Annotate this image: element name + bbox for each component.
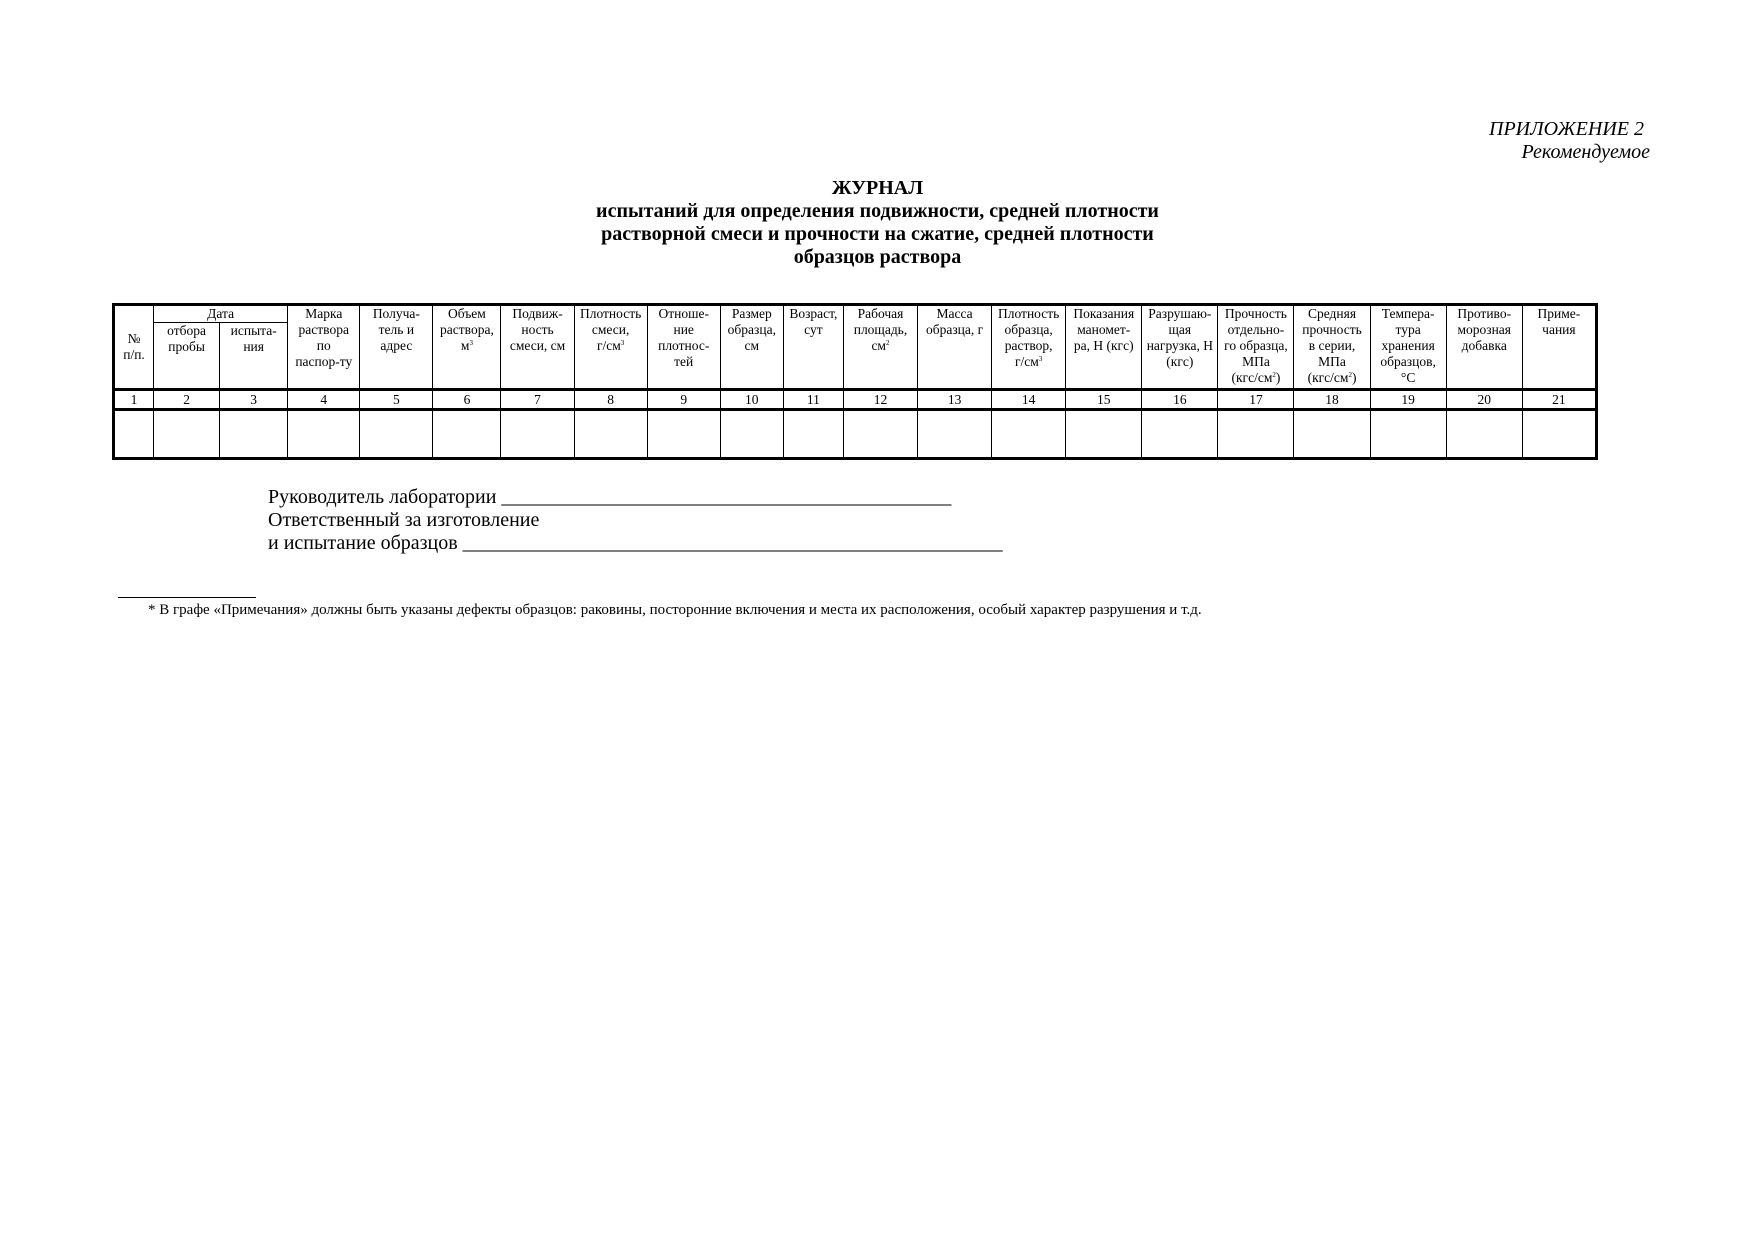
- column-number: 7: [501, 390, 574, 410]
- header-col-10: [720, 305, 783, 390]
- header-text: Темпера-: [1381, 306, 1435, 321]
- header-text: го образца,: [1224, 338, 1288, 353]
- header-text: $см^2$: [871, 338, 890, 353]
- header-col-11: [783, 305, 843, 390]
- title-line-1: испытаний для определения подвижности, средней плотности: [596, 200, 1159, 222]
- header-text: $г/см^3$: [1014, 354, 1043, 369]
- table-cell[interactable]: [1218, 410, 1294, 459]
- header-text: по: [316, 338, 331, 353]
- column-number: 1: [114, 390, 154, 410]
- header-text: Масса: [936, 306, 973, 321]
- title-line-3: образцов раствора: [793, 246, 962, 268]
- header-text: Объем: [448, 306, 486, 321]
- header-text: Подвиж-: [512, 306, 563, 321]
- header-col-6: [433, 305, 501, 390]
- appendix-header: [1489, 118, 1650, 164]
- header-text: ность: [521, 322, 554, 337]
- header-col-15: [1066, 305, 1142, 390]
- table-cell[interactable]: [501, 410, 574, 459]
- signature-responsible-cont: и испытание образцов ______________________________________________________: [268, 532, 1003, 554]
- header-text: тель и: [378, 322, 415, 337]
- footnote: * В графе «Примечания» должны быть указаны дефекты образцов: раковины, посторонние включения и места их расположения, особый характер разрушения и т.д.: [148, 602, 1202, 618]
- column-number: 15: [1066, 390, 1142, 410]
- header-text: Возраст,: [789, 306, 838, 321]
- header-text: паспор-ту: [295, 354, 353, 369]
- column-number: 4: [288, 390, 360, 410]
- column-number: 8: [574, 390, 647, 410]
- column-number: 3: [220, 390, 288, 410]
- header-text: образца,: [1004, 322, 1053, 337]
- header-text: морозная: [1457, 322, 1511, 337]
- column-number: 18: [1294, 390, 1370, 410]
- header-text: °С: [1400, 370, 1416, 385]
- header-col-18: [1294, 305, 1370, 390]
- unit-exponent: 3: [620, 339, 625, 347]
- column-number: 6: [433, 390, 501, 410]
- header-col-8: [574, 305, 647, 390]
- header-text: Разрушаю-: [1148, 306, 1212, 321]
- header-col-21: [1522, 305, 1596, 390]
- column-number-row: [114, 390, 1597, 410]
- signature-block: [268, 486, 1003, 555]
- table-cell[interactable]: [1370, 410, 1446, 459]
- header-text: образца,: [727, 322, 776, 337]
- header-col-19: [1370, 305, 1446, 390]
- table-cell[interactable]: [1522, 410, 1596, 459]
- header-text: Прочность: [1224, 306, 1287, 321]
- table-cell[interactable]: [1066, 410, 1142, 459]
- header-text: сут: [804, 322, 823, 337]
- header-text: добавка: [1461, 338, 1507, 353]
- header-text: ние: [673, 322, 694, 337]
- header-col-9: [647, 305, 720, 390]
- table-row: [114, 410, 1597, 459]
- header-text: раствор,: [1004, 338, 1053, 353]
- unit-exponent: 2: [1348, 371, 1352, 379]
- header-date-group: Дата: [154, 305, 288, 323]
- column-number: 20: [1446, 390, 1522, 410]
- document-title: [0, 177, 1755, 269]
- signature-responsible: Ответственный за изготовление: [268, 509, 540, 531]
- header-text: см: [744, 338, 760, 353]
- header-col-12: [843, 305, 917, 390]
- header-text: Рабочая: [857, 306, 904, 321]
- column-number: 9: [647, 390, 720, 410]
- header-text: Показания: [1073, 306, 1135, 321]
- column-number: 16: [1142, 390, 1218, 410]
- header-text: адрес: [380, 338, 413, 353]
- header-text: нагрузка, Н: [1146, 338, 1213, 353]
- column-number: 10: [720, 390, 783, 410]
- column-number: 12: [843, 390, 917, 410]
- table-cell[interactable]: [220, 410, 288, 459]
- header-text: смеси, см: [509, 338, 566, 353]
- header-text: $(кгс/см^2)$: [1307, 370, 1357, 385]
- header-text: смеси,: [591, 322, 630, 337]
- table-cell[interactable]: [1294, 410, 1370, 459]
- header-text: щая: [1168, 322, 1192, 337]
- header-col-4: [288, 305, 360, 390]
- table-cell[interactable]: [843, 410, 917, 459]
- header-text: Отноше-: [658, 306, 709, 321]
- header-text: раствора: [298, 322, 349, 337]
- table-cell[interactable]: [154, 410, 220, 459]
- column-number: 14: [992, 390, 1066, 410]
- header-text: ра, Н (кгс): [1073, 338, 1134, 353]
- appendix-status: Рекомендуемое: [1521, 141, 1650, 163]
- header-text: МПа: [1242, 354, 1270, 369]
- header-text: Размер: [731, 306, 772, 321]
- header-col-14: [992, 305, 1066, 390]
- table-cell[interactable]: [1446, 410, 1522, 459]
- header-no: № п/п.: [114, 305, 154, 390]
- journal-table: [112, 303, 1598, 460]
- table-cell[interactable]: [992, 410, 1066, 459]
- header-text: $(кгс/см^2)$: [1231, 370, 1281, 385]
- table-cell[interactable]: [720, 410, 783, 459]
- header-text: Противо-: [1457, 306, 1512, 321]
- header-text: $м^3$: [460, 338, 473, 353]
- column-number: 19: [1370, 390, 1446, 410]
- table-cell[interactable]: [647, 410, 720, 459]
- footnote-separator: [118, 597, 256, 598]
- header-text: раствора,: [440, 322, 494, 337]
- column-number: 5: [360, 390, 433, 410]
- header-text: площадь,: [853, 322, 908, 337]
- appendix-label: ПРИЛОЖЕНИЕ 2: [1489, 118, 1644, 140]
- signature-lab-head: Руководитель лаборатории _____________________________________________: [268, 486, 952, 508]
- header-text: Приме-: [1537, 306, 1581, 321]
- header-col-17: [1218, 305, 1294, 390]
- header-text: прочность: [1302, 322, 1362, 337]
- table-cell[interactable]: [433, 410, 501, 459]
- header-text: Марка: [305, 306, 343, 321]
- header-text: Плотность: [997, 306, 1060, 321]
- column-number: 11: [783, 390, 843, 410]
- column-number: 17: [1218, 390, 1294, 410]
- header-text: $г/см^3$: [596, 338, 625, 353]
- unit-exponent: 3: [1038, 355, 1043, 363]
- header-text: в серии,: [1308, 338, 1356, 353]
- header-date-testing: испыта- ния: [220, 323, 288, 390]
- header-text: плотнос-: [658, 338, 710, 353]
- header-col-7: [501, 305, 574, 390]
- header-text: (кгс): [1166, 354, 1194, 369]
- header-col-5: [360, 305, 433, 390]
- header-text: образцов,: [1380, 354, 1436, 369]
- unit-exponent: 2: [885, 339, 890, 347]
- header-col-16: [1142, 305, 1218, 390]
- table-cell[interactable]: [783, 410, 843, 459]
- column-number: 21: [1522, 390, 1596, 410]
- header-text: тура: [1395, 322, 1421, 337]
- title-line-2: растворной смеси и прочности на сжатие, средней плотности: [601, 223, 1154, 245]
- table-cell[interactable]: [114, 410, 154, 459]
- header-col-13: [918, 305, 992, 390]
- header-text: хранения: [1381, 338, 1435, 353]
- table-cell[interactable]: [1142, 410, 1218, 459]
- header-text: маномет-: [1077, 322, 1131, 337]
- header-text: Получа-: [372, 306, 420, 321]
- title-heading: ЖУРНАЛ: [831, 177, 924, 199]
- table-cell[interactable]: [918, 410, 992, 459]
- unit-exponent: 3: [469, 339, 473, 347]
- header-text: тей: [674, 354, 694, 369]
- table-cell[interactable]: [360, 410, 433, 459]
- table-cell[interactable]: [574, 410, 647, 459]
- header-text: чания: [1542, 322, 1576, 337]
- header-date-sampling: отбора пробы: [154, 323, 220, 390]
- header-row-top: [114, 305, 1597, 323]
- header-text: отдельно-: [1227, 322, 1285, 337]
- unit-exponent: 2: [1272, 371, 1276, 379]
- header-col-20: [1446, 305, 1522, 390]
- header-text: Плотность: [579, 306, 642, 321]
- table-cell[interactable]: [288, 410, 360, 459]
- column-number: 13: [918, 390, 992, 410]
- column-number: 2: [154, 390, 220, 410]
- header-text: МПа: [1318, 354, 1346, 369]
- header-text: Средняя: [1307, 306, 1357, 321]
- header-text: образца, г: [925, 322, 984, 337]
